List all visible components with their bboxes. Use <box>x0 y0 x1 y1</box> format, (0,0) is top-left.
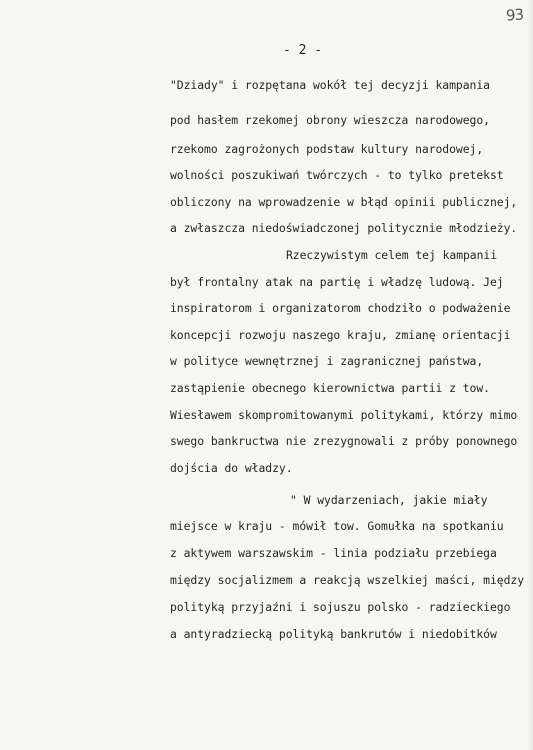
page-number: - 2 - <box>283 43 323 58</box>
text-line: "Dziady" i rozpętana wokół tej decyzji kampania <box>170 78 490 92</box>
text-line: w polityce wewnętrznej i zagranicznej państwa, <box>170 354 484 368</box>
text-line: z aktywem warszawskim - linia podziału przebiega <box>170 546 497 560</box>
text-line: Wiesławem skompromitowanymi politykami, którzy mimo <box>170 408 518 422</box>
text-line: zastąpienie obecnego kierownictwa partii z tow. <box>170 381 490 395</box>
text-line: inspiratorom i organizatorom chodziło o podważenie <box>170 301 511 315</box>
text-line: pod hasłem rzekomej obrony wieszcza narodowego, <box>170 113 490 127</box>
page-edge-shadow <box>527 0 533 750</box>
text-line: a zwłaszcza niedoświadczonej politycznie młodzieży. <box>170 221 518 235</box>
text-line: wolności poszukiwań twórczych - to tylko pretekst <box>170 168 504 182</box>
text-line: był frontalny atak na partię i władzę ludową. Jej <box>170 275 504 289</box>
text-line: między socjalizmem a reakcją wszelkiej maści, między <box>170 573 525 587</box>
text-line: koncepcji rozwoju naszego kraju, zmianę orientacji <box>170 328 511 342</box>
text-line: rzekomo zagrożonych podstaw kultury narodowej, <box>170 142 484 156</box>
text-line: polityką przyjaźni i sojuszu polsko - radzieckiego <box>170 600 511 614</box>
text-line: miejsce w kraju - mówił tow. Gomułka na spotkaniu <box>170 519 504 533</box>
text-line: swego bankructwa nie zrezygnowali z próby ponownego <box>170 434 518 448</box>
text-line: a antyradziecką polityką bankrutów i niedobitków <box>170 627 497 641</box>
text-line: obliczony na wprowadzenie w błąd opinii publicznej, <box>170 195 518 209</box>
text-line: dojścia do władzy. <box>170 461 293 475</box>
handwritten-folio-number: 93 <box>505 5 524 25</box>
text-line: " W wydarzeniach, jakie miały <box>290 493 488 507</box>
text-line: Rzeczywistym celem tej kampanii <box>286 248 498 262</box>
